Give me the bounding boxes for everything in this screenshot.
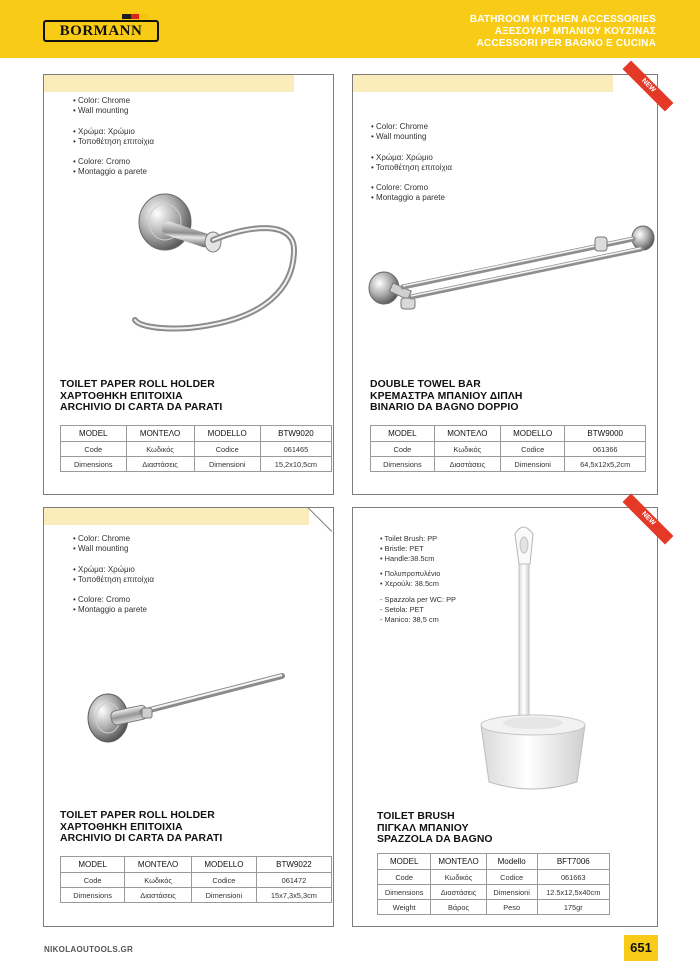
product-card: [43, 74, 334, 495]
table-row: Dimensions Διαστάσεις Dimensioni 15x7,3x5,3cm: [61, 888, 332, 903]
spec-table: [377, 853, 610, 915]
section-title-el: ΑΞΕΣΟΥΑΡ ΜΠΑΝΙΟΥ ΚΟΥΖΙΝΑΣ: [494, 26, 656, 37]
product-title: TOILET PAPER ROLL HOLDER ΧΑΡΤΟΘΗΚΗ ΕΠΙΤΟΙΧΙΑ ARCHIVIO DI CARTA DA PARATI: [60, 379, 223, 413]
feature-item: - Manico: 38,5 cm: [380, 614, 439, 624]
card-corner-cut: [309, 75, 333, 99]
catalog-section-title: [470, 14, 656, 50]
page-header: [0, 0, 700, 58]
card-tab: [44, 75, 294, 92]
feature-item: • Colore: Cromo: [371, 183, 429, 193]
table-row: MODEL ΜΟΝΤΕΛΟ Modello BFT7006: [378, 854, 610, 870]
table-row: MODEL ΜΟΝΤΕΛΟ MODELLO BTW9000: [371, 426, 646, 442]
new-badge: NEW: [623, 61, 674, 112]
spec-table: [60, 856, 332, 903]
table-row: Dimensions Διαστάσεις Dimensioni 64,5x12x5,2cm: [371, 457, 646, 472]
feature-item: • Toilet Brush: PP: [380, 534, 438, 543]
feature-item: • Χρώμα: Χρώμιο: [371, 152, 433, 162]
page-number: 651: [624, 935, 658, 961]
new-badge: NEW: [623, 494, 674, 545]
card-tab: [353, 75, 613, 92]
feature-item: - Spazzola per WC: PP: [380, 594, 456, 604]
feature-item: • Color: Chrome: [371, 122, 429, 131]
feature-item: • Χρώμα: Χρώμιο: [73, 564, 135, 574]
table-row: Dimensions Διαστάσεις Dimensioni 15,2x10,5cm: [61, 457, 332, 472]
feature-item: • Wall mounting: [73, 544, 129, 554]
paper-holder-image: [129, 190, 304, 340]
product-title: TOILET BRUSH ΠΙΓΚΑΛ ΜΠΑΝΙΟΥ SPAZZOLA DA BAGNO: [377, 811, 493, 845]
table-row: Weight Βάρος Peso 175gr: [378, 900, 610, 915]
spec-table: [60, 425, 332, 472]
feature-item: • Wall mounting: [371, 132, 427, 142]
table-row: Code Κωδικός Codice 061366: [371, 442, 646, 457]
feature-item: • Χερούλι: 38.5cm: [380, 579, 439, 589]
product-card: [43, 507, 334, 927]
table-row: Dimensions Διαστάσεις Dimensioni 12.5x12,5x40cm: [378, 885, 610, 900]
feature-item: • Πολυπροπυλένιο: [380, 569, 441, 579]
brand-logo: BORMANN: [43, 20, 159, 42]
section-title-en: BATHROOM KITCHEN ACCESSORIES: [469, 14, 656, 25]
feature-list: [73, 534, 154, 626]
brand-stripes: [122, 14, 148, 19]
table-row: Code Κωδικός Codice 061472: [61, 873, 332, 888]
feature-item: • Wall mounting: [73, 106, 129, 116]
feature-list: [371, 122, 452, 214]
feature-item: - Setola: PET: [380, 604, 424, 614]
feature-item: • Montaggio a parete: [371, 193, 445, 203]
feature-item: • Bristle: PET: [380, 543, 424, 553]
towel-bar-image: [363, 225, 658, 320]
feature-list: [380, 534, 456, 630]
feature-item: • Color: Chrome: [73, 534, 131, 543]
toilet-brush-image: [473, 520, 603, 805]
card-tab: [44, 508, 309, 525]
table-row: MODEL ΜΟΝΤΕΛΟ MODELLO BTW9022: [61, 857, 332, 873]
table-row: Code Κωδικός Codice 061663: [378, 870, 610, 885]
product-card: [352, 507, 658, 927]
feature-item: • Colore: Cromo: [73, 157, 131, 167]
product-title: TOILET PAPER ROLL HOLDER ΧΑΡΤΟΘΗΚΗ ΕΠΙΤΟΙΧΙΑ ARCHIVIO DI CARTA DA PARATI: [60, 810, 223, 844]
feature-item: • Τοποθέτηση επιτοίχια: [73, 574, 155, 584]
feature-item: • Τοποθέτηση επιτοίχια: [73, 136, 155, 146]
website-url: NIKOLAOUTOOLS.GR: [44, 945, 134, 954]
table-row: Code Κωδικός Codice 061465: [61, 442, 332, 457]
product-card: [352, 74, 658, 495]
feature-item: • Χρώμα: Χρώμιο: [73, 126, 135, 136]
table-row: MODEL ΜΟΝΤΕΛΟ MODELLO BTW9020: [61, 426, 332, 442]
feature-item: • Handle:38.5cm: [380, 553, 435, 563]
product-title: DOUBLE TOWEL BAR ΚΡΕΜΑΣΤΡΑ ΜΠΑΝΙΟΥ ΔΙΠΛΗ BINARIO DA BAGNO DOPPIO: [370, 379, 523, 413]
paper-holder-image: [84, 666, 294, 751]
feature-item: • Montaggio a parete: [73, 605, 147, 615]
feature-item: • Colore: Cromo: [73, 595, 131, 605]
feature-item: • Τοποθέτηση επιτοίχια: [371, 162, 453, 172]
section-title-it: ACCESSORI PER BAGNO E CUCINA: [476, 38, 656, 49]
feature-item: • Color: Chrome: [73, 96, 131, 105]
spec-table: [370, 425, 646, 472]
feature-item: • Montaggio a parete: [73, 167, 147, 177]
feature-list: [73, 96, 154, 188]
